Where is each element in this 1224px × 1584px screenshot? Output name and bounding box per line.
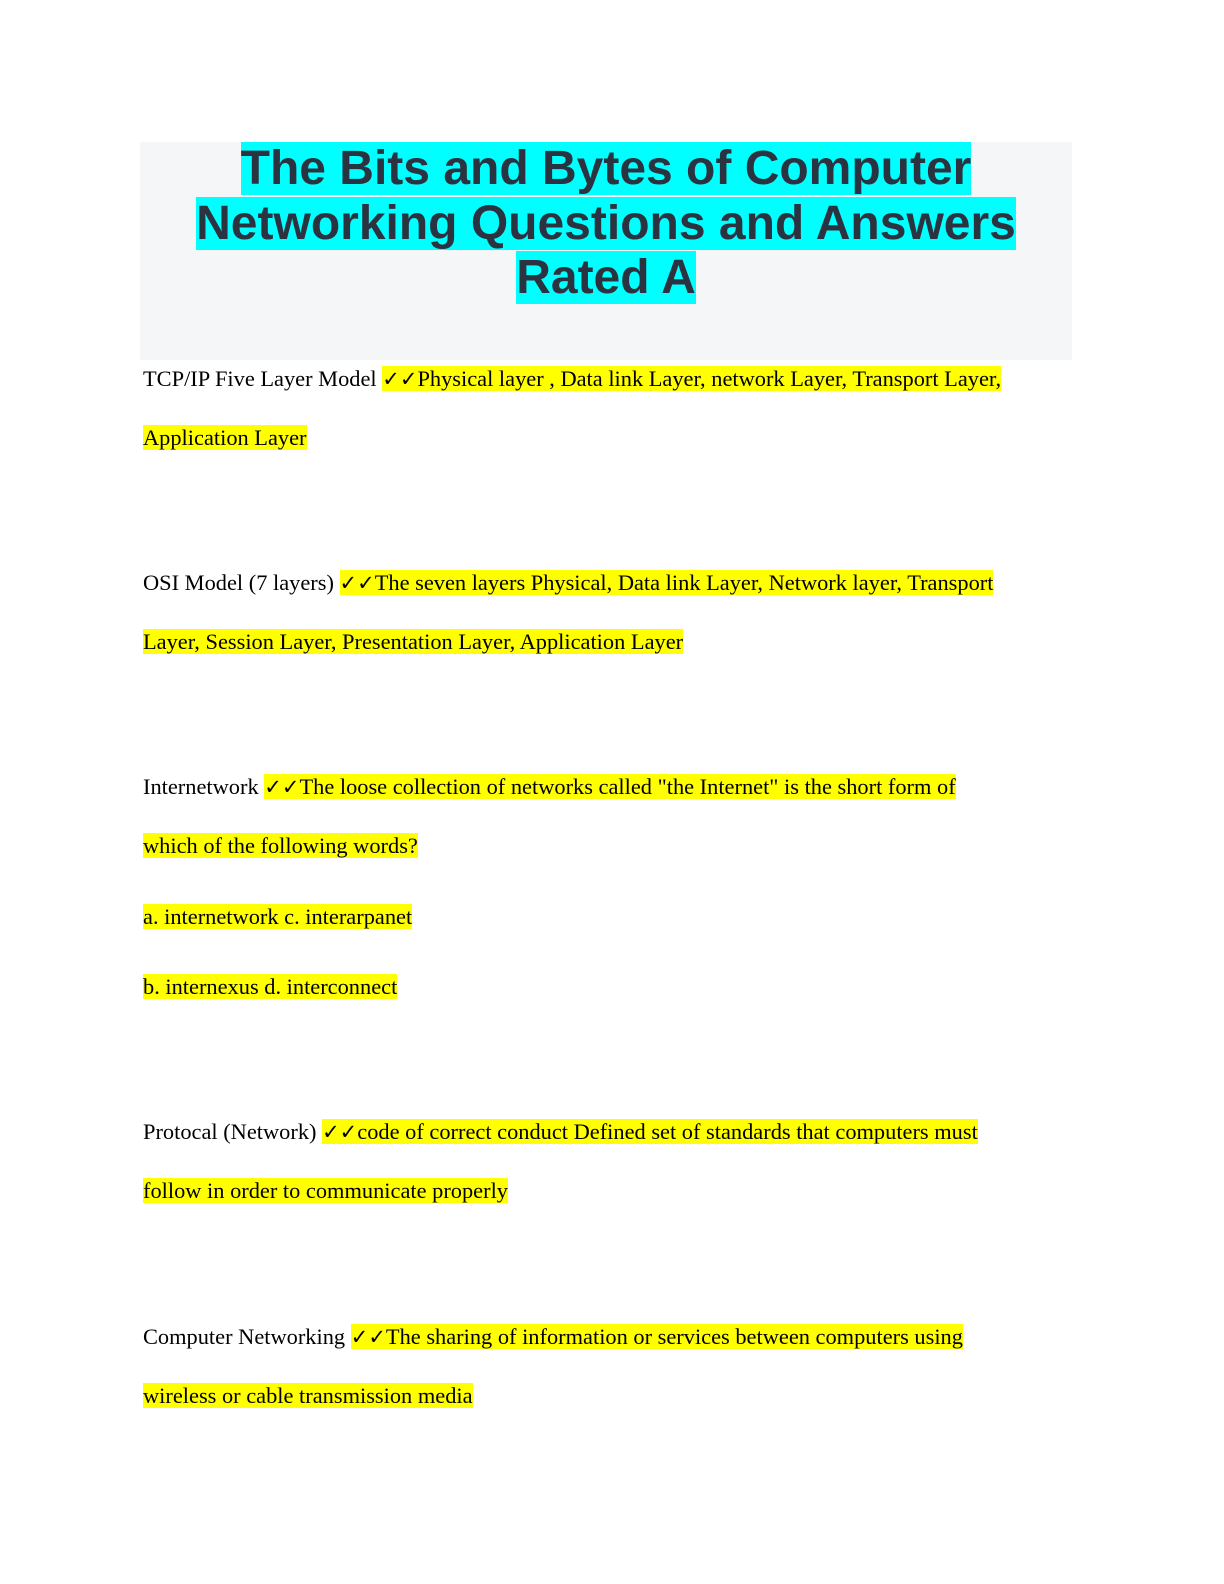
entry-term: Computer Networking (143, 1324, 351, 1349)
entry-answer (382, 366, 1001, 391)
entry-term: Internetwork (143, 774, 265, 799)
entry-answer (340, 570, 994, 595)
title-line-1: The Bits and Bytes of Computer (240, 142, 972, 195)
entry-line (143, 902, 412, 932)
answer-text: The sharing of information or services between computers using (385, 1324, 963, 1349)
check-mark-icon: ✓✓ (264, 775, 300, 799)
answer-text: The loose collection of networks called "the Internet" is the short form of (299, 774, 956, 799)
answer-text: The seven layers Physical, Data link Layer, Network layer, Transport (374, 570, 994, 595)
entry-line (143, 1117, 978, 1147)
check-mark-icon: ✓✓ (382, 367, 418, 391)
check-mark-icon: ✓✓ (322, 1120, 358, 1144)
answer-option: b. internexus d. interconnect (143, 974, 398, 999)
entry-term: TCP/IP Five Layer Model (143, 366, 383, 391)
entry-answer (264, 774, 955, 799)
title-banner (140, 142, 1072, 360)
entry-answer (351, 1324, 963, 1349)
entry-line (143, 1176, 508, 1206)
entry-line (143, 1381, 473, 1411)
entry-term: OSI Model (7 layers) (143, 570, 340, 595)
entry-line (143, 831, 418, 861)
check-mark-icon: ✓✓ (350, 1325, 386, 1349)
answer-text: follow in order to communicate properly (143, 1178, 508, 1203)
entry-line (143, 627, 683, 657)
answer-option: a. internetwork c. interarpanet (143, 904, 413, 929)
answer-text: which of the following words? (143, 833, 418, 858)
entry-line (143, 1322, 963, 1352)
answer-text: Layer, Session Layer, Presentation Layer, Application Layer (143, 629, 684, 654)
title-line-3: Rated A (516, 251, 696, 304)
document-title (140, 142, 1072, 306)
title-line-2: Networking Questions and Answers (196, 196, 1016, 250)
entry-line (143, 423, 307, 453)
answer-text: Application Layer (143, 425, 307, 450)
check-mark-icon: ✓✓ (339, 571, 375, 595)
entry-line (143, 772, 956, 802)
answer-text: Physical layer , Data link Layer, network Layer, Transport Layer, (417, 366, 1002, 391)
entry-line (143, 364, 1001, 394)
answer-text: code of correct conduct Defined set of standards that computers must (357, 1119, 978, 1144)
entry-line (143, 972, 397, 1002)
answer-text: wireless or cable transmission media (143, 1383, 473, 1408)
entry-line (143, 568, 993, 598)
entry-answer (322, 1119, 978, 1144)
entry-term: Protocal (Network) (143, 1119, 323, 1144)
